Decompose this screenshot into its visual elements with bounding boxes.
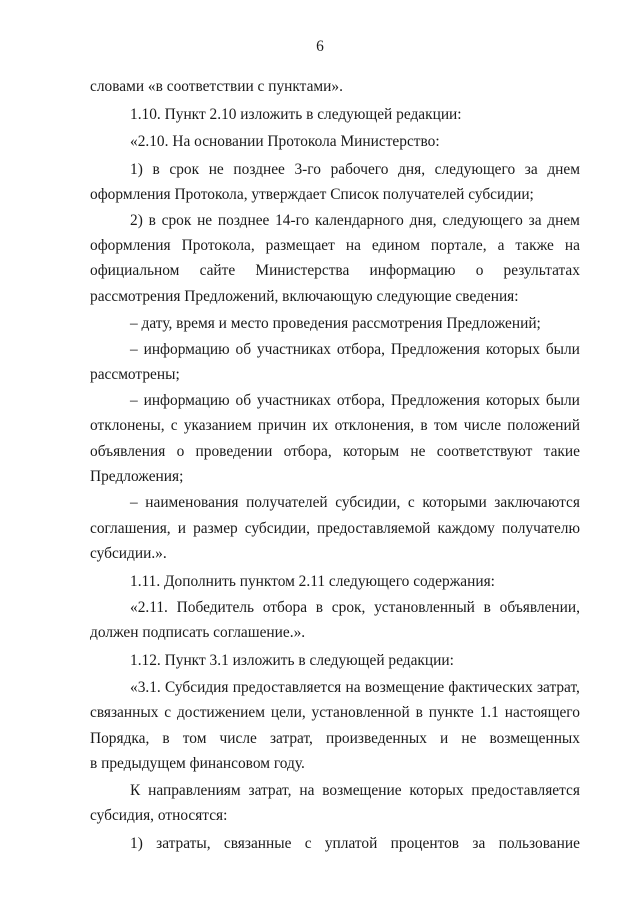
word: в [483, 599, 491, 616]
word: официальном [90, 262, 180, 279]
word: – [130, 341, 138, 358]
word: отклонены, [90, 417, 165, 434]
word: срок [161, 212, 192, 229]
word: связанных [90, 704, 159, 721]
text-line [90, 262, 580, 280]
word: за [528, 212, 542, 229]
word: 1) [130, 835, 143, 852]
text-line [130, 494, 580, 512]
word: в [162, 730, 170, 747]
word: том [182, 730, 207, 747]
word: получателю [501, 520, 580, 537]
text-line: в предыдущем финансовом году. [90, 755, 305, 772]
text-line: рассмотрения Предложений, включающую следующие сведения: [90, 288, 519, 305]
word: днем [547, 212, 580, 229]
word: сайте [199, 262, 236, 279]
text-line [130, 392, 580, 410]
word: их [312, 417, 329, 434]
word: причин [257, 417, 307, 434]
word: информацию [143, 392, 230, 409]
word: которыми [422, 494, 487, 511]
word: указанием [183, 417, 252, 434]
text-line: рассмотрены; [90, 366, 180, 383]
word: оформления [90, 237, 171, 254]
word: Министерства [255, 262, 350, 279]
word: не [410, 443, 426, 460]
word: в [415, 704, 423, 721]
text-line [90, 237, 580, 255]
word: не [197, 212, 213, 229]
word: процентов [390, 835, 460, 852]
word: 14-го [275, 212, 310, 229]
word: – [130, 392, 138, 409]
word: срок [169, 161, 200, 178]
text-line: 1.12. Пункт 3.1 изложить в следующей редакции: [130, 652, 454, 669]
word: том [433, 417, 458, 434]
word: размер [193, 520, 238, 537]
text-line [90, 704, 580, 722]
word: в [315, 599, 324, 616]
word: 1.1 [479, 704, 499, 721]
word: предоставляемой [317, 520, 431, 537]
word: Победитель [176, 599, 255, 616]
word: позднее [217, 212, 270, 229]
word: произведенных [326, 730, 427, 747]
word: которых [485, 392, 540, 409]
word: пункте [428, 704, 474, 721]
text-line [130, 212, 580, 230]
word: об [235, 341, 252, 358]
text-line [130, 599, 580, 617]
word: с [304, 835, 312, 852]
word: календарного [315, 212, 404, 229]
word: установленной [311, 704, 410, 721]
word: цели, [270, 704, 306, 721]
word: размещает [265, 237, 335, 254]
word: и [177, 520, 186, 537]
word: Предложения [390, 392, 480, 409]
word: 2) [130, 212, 143, 229]
word: также [515, 237, 554, 254]
text-line: – дату, время и место проведения рассмотрения Предложений; [130, 315, 541, 332]
word: днем [547, 161, 580, 178]
word: в [152, 161, 160, 178]
word: которым [342, 443, 400, 460]
word: отбора, [283, 443, 332, 460]
word: рабочего [330, 161, 389, 178]
text-line: 1.10. Пункт 2.10 изложить в следующей редакции: [130, 106, 462, 123]
word: на [345, 679, 361, 696]
text-line: оформления Протокола, утверждает Список получателей субсидии; [90, 186, 534, 203]
word: числе [219, 730, 257, 747]
word: о [475, 262, 484, 279]
word: с [407, 494, 415, 511]
word: не [208, 161, 224, 178]
word: затраты, [156, 835, 211, 852]
word: информацию [369, 262, 456, 279]
word: уплатой [324, 835, 378, 852]
word: субсидии, [335, 494, 401, 511]
word: отклонения, [334, 417, 415, 434]
text-line [130, 782, 580, 800]
word: и [440, 730, 449, 747]
word: соответствуют [436, 443, 533, 460]
word: не [461, 730, 477, 747]
word: за [472, 835, 486, 852]
word: Субсидия [165, 679, 229, 696]
text-line [130, 679, 580, 697]
word: отбора, [336, 392, 385, 409]
text-line: словами «в соответствии с пунктами». [90, 78, 343, 95]
text-line: должен подписать соглашение.». [90, 624, 306, 641]
word: объявлении, [499, 599, 580, 616]
word: проведении [195, 443, 273, 460]
word: положений [507, 417, 580, 434]
text-line [90, 417, 580, 435]
word: отбора [262, 599, 308, 616]
text-line: «2.10. На основании Протокола Министерство: [130, 133, 440, 150]
word: в [148, 212, 156, 229]
word: 3-го [294, 161, 321, 178]
word: в [420, 417, 428, 434]
word: «2.11. [130, 599, 168, 616]
word: возмещение [364, 679, 445, 696]
word: 1) [130, 161, 143, 178]
word: с [170, 417, 178, 434]
word: дня, [398, 161, 426, 178]
word: информацию [143, 341, 230, 358]
word: возмещенных [489, 730, 580, 747]
word: фактических [448, 679, 533, 696]
text-line: субсидия, относятся: [90, 807, 228, 824]
word: на [299, 782, 315, 799]
word: которых [485, 341, 540, 358]
page-number: 6 [316, 38, 324, 55]
text-line [130, 341, 580, 359]
word: которых [409, 782, 464, 799]
word: результатах [503, 262, 580, 279]
word: каждому [437, 520, 495, 537]
text-line [90, 520, 580, 538]
word: К [130, 782, 141, 799]
text-line: 1.11. Дополнить пунктом 2.11 следующего содержания: [130, 573, 495, 590]
word: были [545, 392, 580, 409]
word: соглашения, [90, 520, 171, 537]
word: Протокола, [181, 237, 255, 254]
word: затрат, [536, 679, 580, 696]
word: с [164, 704, 172, 721]
word: об [235, 392, 252, 409]
word: отбора, [336, 341, 385, 358]
word: участниках [256, 341, 331, 358]
word: субсидии, [244, 520, 310, 537]
word: затрат, [269, 730, 313, 747]
word: за [524, 161, 538, 178]
word: а [497, 237, 505, 254]
word: заключаются [494, 494, 580, 511]
word: числе [463, 417, 502, 434]
word: связанные [223, 835, 292, 852]
word: пользование [498, 835, 580, 852]
word: такие [543, 443, 580, 460]
text-line [90, 443, 580, 461]
word: предоставляется [471, 782, 580, 799]
word: «3.1. [130, 679, 161, 696]
word: получателей [246, 494, 328, 511]
word: предоставляется [232, 679, 342, 696]
word: едином [371, 237, 420, 254]
word: срок, [331, 599, 366, 616]
text-line [130, 835, 580, 853]
word: портале, [430, 237, 487, 254]
word: – [130, 494, 138, 511]
text-line [130, 161, 580, 179]
word: были [545, 341, 580, 358]
word: дня, [409, 212, 437, 229]
word: следующего [434, 161, 516, 178]
text-line [90, 730, 580, 748]
word: следующего [442, 212, 523, 229]
word: участниках [256, 392, 331, 409]
word: на [564, 237, 580, 254]
word: Порядка, [90, 730, 150, 747]
word: на [345, 237, 361, 254]
word: о [176, 443, 185, 460]
word: возмещение [322, 782, 402, 799]
word: объявления [90, 443, 166, 460]
word: направлениям [148, 782, 241, 799]
word: наименования [145, 494, 239, 511]
word: затрат, [248, 782, 292, 799]
word: настоящего [504, 704, 580, 721]
word: установленный [374, 599, 475, 616]
text-line: субсидии.». [90, 545, 167, 562]
text-line: Предложения; [90, 468, 184, 485]
word: позднее [233, 161, 285, 178]
word: достижением [176, 704, 265, 721]
word: Предложения [390, 341, 480, 358]
